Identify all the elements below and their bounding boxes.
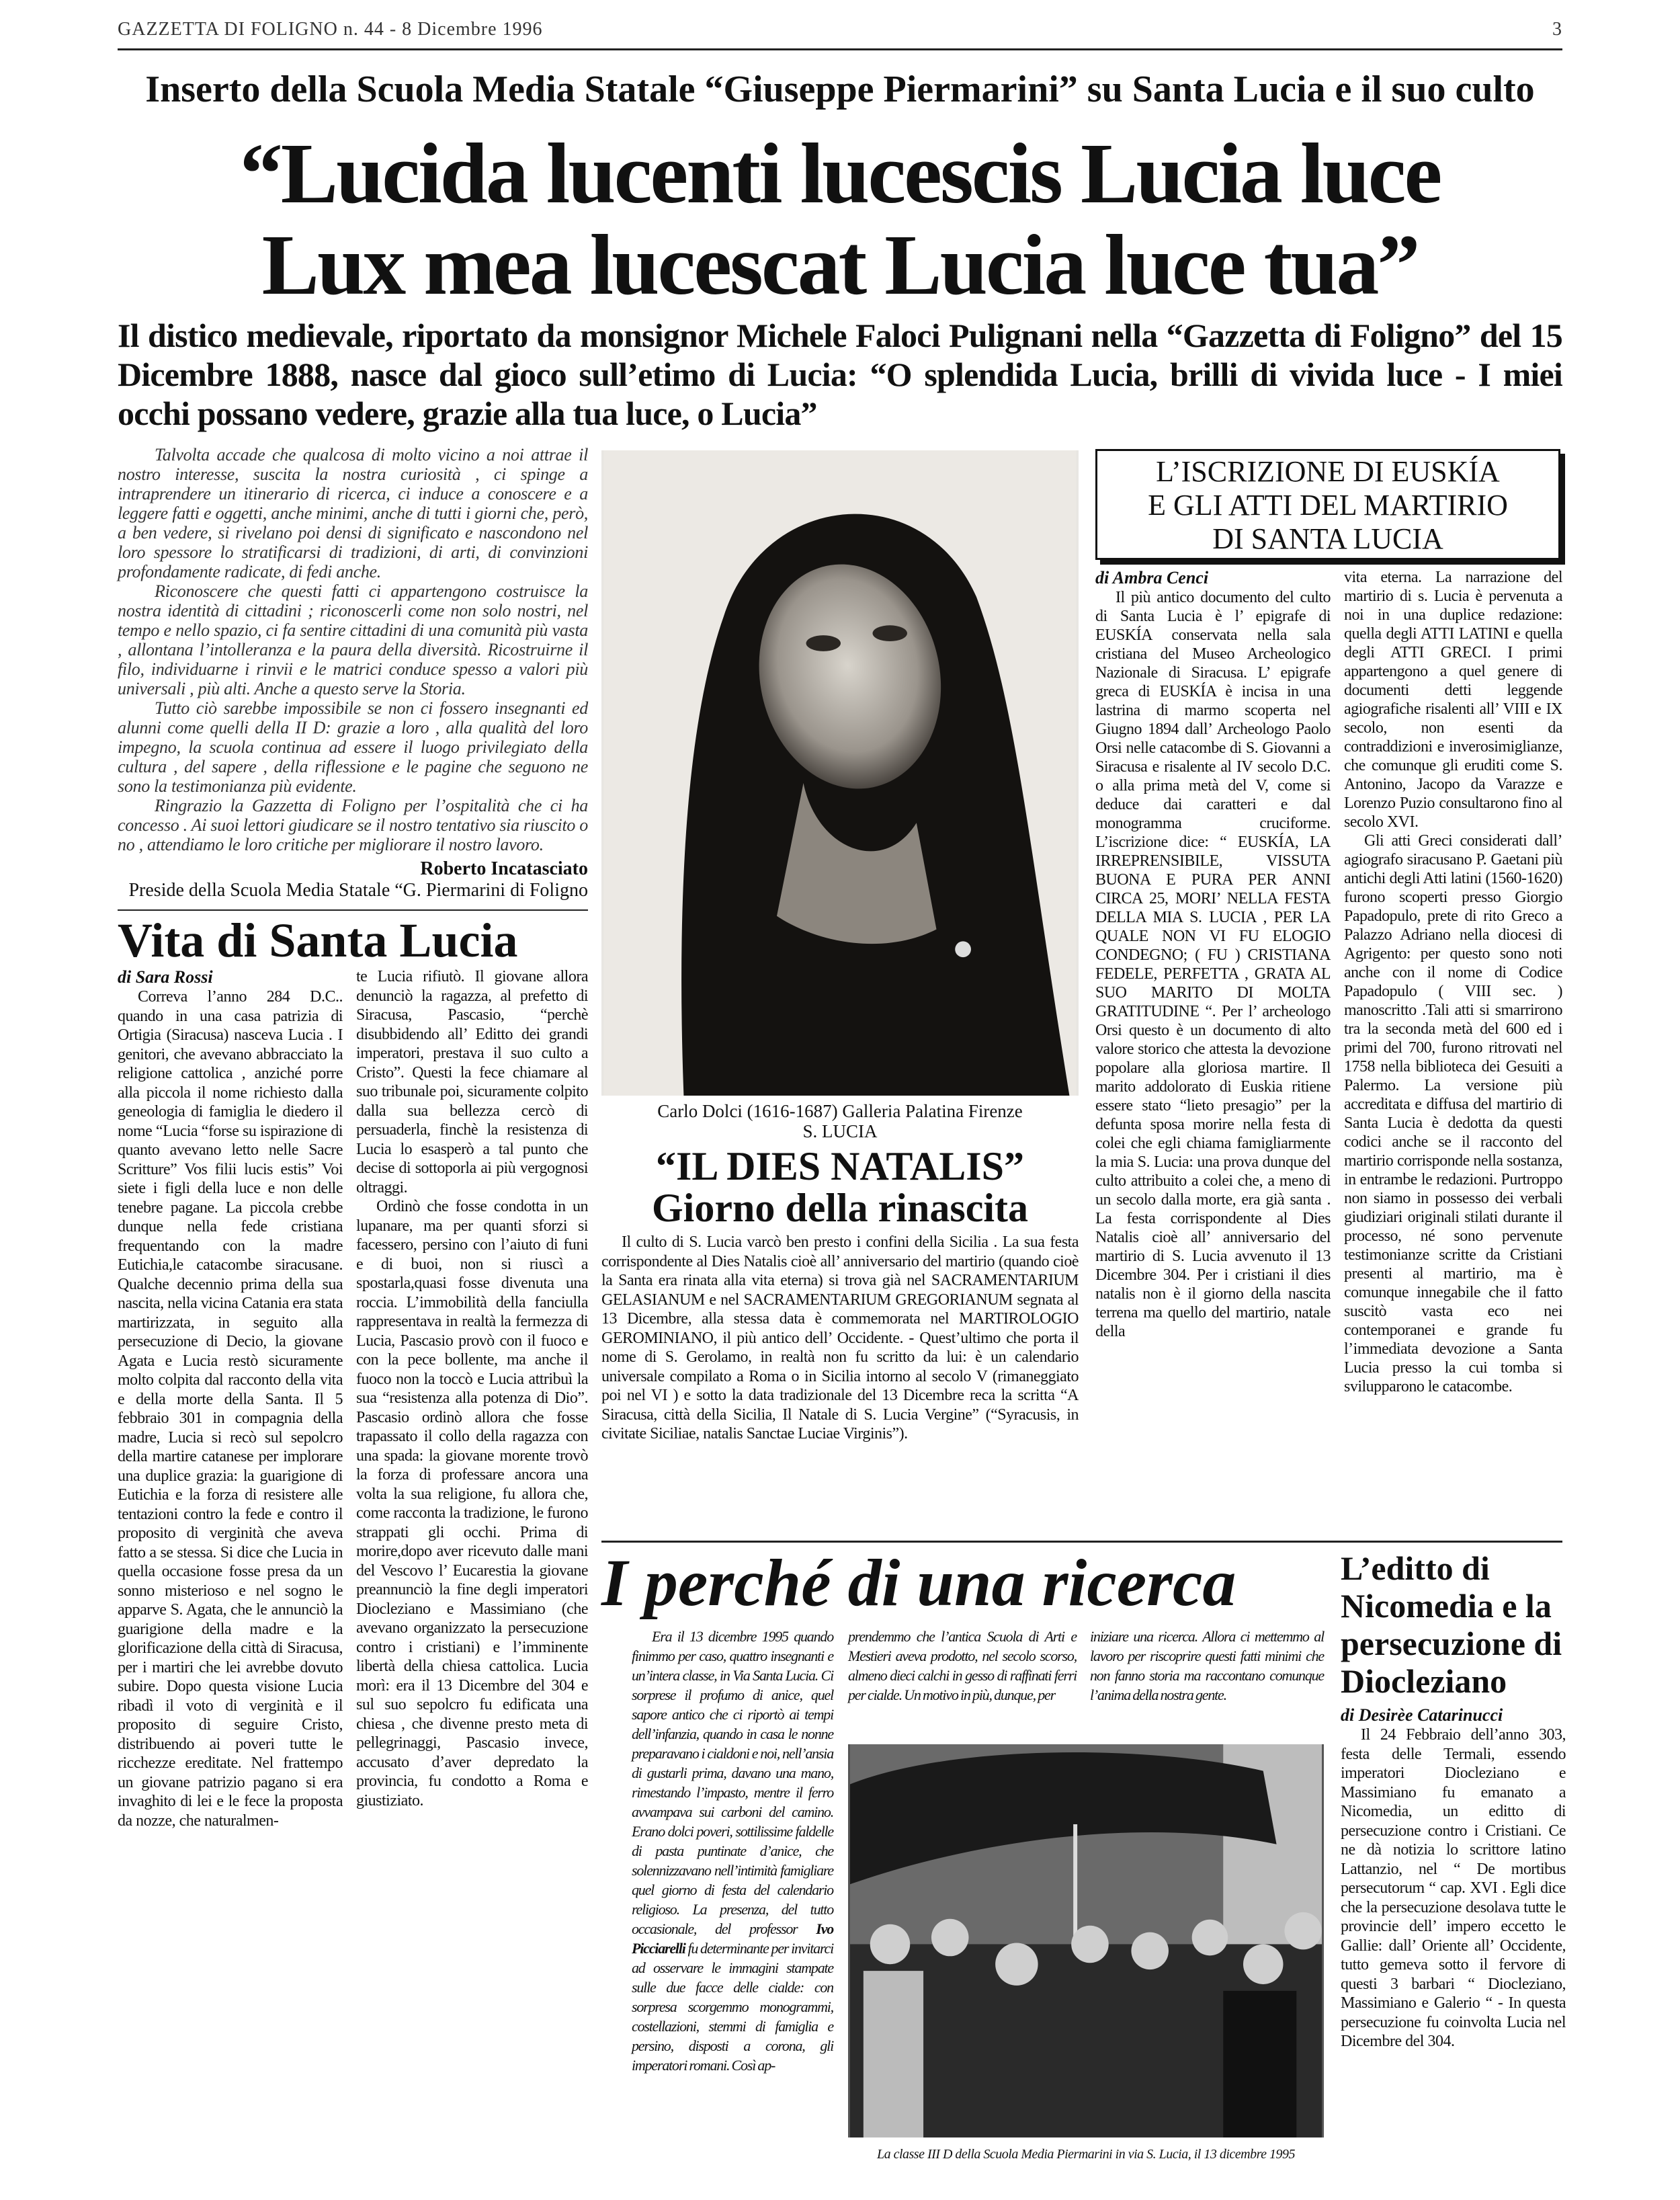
editto-title: L’editto di Nicomedia e la persecuzione di Diocleziano (1341, 1549, 1562, 1700)
class-photo-image (848, 1744, 1324, 2137)
ricerca-title: I perché di una ricerca (601, 1545, 1236, 1620)
euskia-title-box (1095, 449, 1560, 560)
vita-paragraph: Correva l’anno 284 D.C.. quando in una casa patrizia di Ortigia (Siracusa) nasceva Lucia . I genitori, che avevano abbracciato la religione cattolica , anziché porre alla piccola il nome richiesto dalla geneologia di famiglia le diedero il nome “Lucia “forse su ispirazione di quanto avevano letto nelle Sacre Scritture” Vos filii lucis estis” Voi siete i figli della luce e non delle tenebre pagane. La piccola crebbe dunque nella fede cristiana frequentando con la madre Eutichia,le catacombe siracusane. Qualche decennio prima della sua nascita, nella vicina Catania era stata martirizzata, in seguito alla persecuzione di Decio, la giovane Agata e Lucia restò sicuramente molto colpita dal racconto della vita e della morte della Santa. Il 5 febbraio 301 in compagnia della madre, Lucia si recò sul sepolcro della martire catanese per implorare una duplice grazia: la guarigione di Eutichia e la forza di resistere alle tentazioni contro la fede e contro il proposito di verginità che aveva fatto a se stessa. Si dice che Lucia in quella occasione fosse presa da un sonno misterioso e nel sogno le apparve S. Agata, che le annunciò la guarigione della madre e la glorificazione della città di Siracusa, per i martiri che lei avrebbe dovuto subire. Dopo questa visione Lucia ribadì il voto di verginità e il proposito di seguire Cristo, distribuendo ai poveri tutte le ricchezze ereditate. Nel frattempo un giovane patrizio pagano si era invaghito di lei e le fece la proposta da nozze, che naturalmen- (118, 988, 343, 1830)
divider (118, 909, 588, 911)
intro-paragraph: Ringrazio la Gazzetta di Foligno per l’ospitalità che ci ha concesso . Ai suoi lettori giudicare se il nostro tentativo sia riuscito o no , attendiamo le loro critiche per migliorare il nostro lavoro. (118, 796, 588, 854)
euskia-paragraph: Gli atti Greci considerati dall’ agiografo siracusano P. Gaetani più antichi degli Atti latini (1560-1620) furono scoperti presso Giorgio Papadopulo, prete di rito Greco a Palazzo Adriano nella diocesi di Agrigento: per questo sono noti anche con il nome di Codice Papadopulo ( VIII sec. ) manoscritto .Tali atti si smarrirono tra la seconda metà del 600 ed i primi del 700, furono ritrovati nel 1758 nella biblioteca dei Gesuiti a Palermo. La versione più accreditata e diffusa del martirio di Santa Lucia è dedotta da questi codici anche se il racconto del martirio corrisponde nella sostanza, in entrambe le redazioni. Purtroppo non siamo in possesso dei verbali giudiziari originali stilati durante il processo, né sono pervenute testimonianze scritte da Cristiani presenti al martirio, ma è comunque innegabile che il fatto suscitò vasta eco nei contemporanei e grande fu l’immediata devozione a Santa Lucia presso la cui tomba si svilupparono le catacombe. (1344, 832, 1562, 1395)
dies-natalis-title-line-2: Giorno della rinascita (652, 1186, 1028, 1230)
ricerca-text: iniziare una ricerca. Allora ci mettemmo al lavoro per riscoprire questi fatti minimi che non fanno storia ma raccontano comunque l’anima della nostra gente. (1090, 1628, 1324, 1703)
euskia-title-line-1: L’ISCRIZIONE DI EUSKÍA (1156, 455, 1500, 488)
ricerca-column-1 (632, 1627, 833, 2075)
euskia-title-line-3: DI SANTA LUCIA (1212, 522, 1443, 555)
masthead: GAZZETTA DI FOLIGNO n. 44 - 8 Dicembre 1996 (118, 19, 543, 40)
euskia-byline: di Ambra Cenci (1095, 568, 1209, 587)
ricerca-text: Era il 13 dicembre 1995 quando finimmo per caso, quattro insegnanti e un’intera classe, in Via Santa Lucia. Ci sorprese il profumo di anice, quel sapore antico che ci riportò ai tempi dell’infanzia, quando in casa le nonne preparavano i cialdoni e noi, nell’ansia di gustarli prima, davano una mano, rimestando l’impasto, mentre il ferro avvampava sui carboni del camino. Erano dolci poveri, sottilissime faldelle di pasta puntinate d’anice, che solennizzavano nell’intimità famigliare quel giorno di festa del calendario religioso. La presenza, del tutto occasionale, del professor (632, 1628, 833, 1937)
middle-column (601, 450, 1079, 1444)
euskia-column-2 (1344, 568, 1562, 1396)
intro-paragraph: Riconoscere che questi fatti ci appartengono costruisce la nostra identità di cittadini ; riconoscerli come non solo nostri, nel tempo e nello spazio, ci fa sentire cittadini di una comunità più vasta , allontana l’intolleranza e la paura della diversità. Ricostruirne il filo, individuarne i rinvii e le matrici conduce spesso a valori più universali , più alti. Anche a questo serve la Storia. (118, 581, 588, 698)
dies-natalis-paragraph: Il culto di S. Lucia varcò ben presto i confini della Sicilia . La sua festa corrispondente al Dies Natalis cioè all’ anniversario del martirio (quando cioè la Santa era rinata alla vita eterna) si trova già nel SACRAMENTARIUM GELASIANUM e nel SACRAMENTARIUM GREGORIANUM segnata al 13 Dicembre, alla stessa data è commemorata nel MARTIROLOGIO GEROMINIANO, il più antico dell’ Occidente. - Quest’ultimo che porta il nome di S. Gerolamo, in realtà non fu scritto da lui: è un calendario universale compilato a Roma o in Sicilia intorno al secolo V (rimaneggiato poi nel VI ) e sotto la data tradizionale del 13 Dicembre reca la scritta “A Siracusa, città della Sicilia, Il Natale di S. Lucia Vergine” (“Syracusis, in civitate Siciliae, natalis Sanctae Luciae Virginis”). (601, 1233, 1079, 1442)
euskia-paragraph: vita eterna. La narrazione del martirio di s. Lucia è pervenuta a noi in una duplice redazione: quella degli ATTI LATINI e quella degli ATTI GRECI. I primi appartengono a quel genere di documenti detti leggende agiografiche risalenti all’ VIII e IX secolo, non esenti da contraddizioni e inverosimiglianze, che comunque gli eruditi come S. Antonino, Jacopo da Varazze e Lorenzo Puzio consultarono fino al secolo XVI. (1344, 569, 1562, 831)
vita-paragraph: te Lucia rifiutò. Il giovane allora denunciò la ragazza, al prefetto di Siracusa, Pascasio, “perchè disubbidendo all’ Editto dei grandi imperatori, prestava il suo culto a Cristo”. Questi la fece chiamare al suo tribunale poi, sicuramente colpito dalla sua bellezza cercò di persuaderla, finchè la resistenza di Lucia lo esasperò a tal punto che decise di sottoporla ai più vergognosi oltraggi. (356, 968, 588, 1196)
headline-line-1: “Lucida lucenti lucescis Lucia luce (239, 126, 1441, 221)
headline (114, 128, 1566, 311)
editto-body (1341, 1725, 1566, 2051)
left-column (118, 445, 588, 1830)
dies-natalis-title-line-1: “IL DIES NATALIS” (656, 1144, 1024, 1188)
saint-lucia-painting (601, 450, 1079, 1096)
editto-column (1341, 1549, 1566, 2051)
dies-natalis-body (601, 1233, 1079, 1444)
ricerca-professor-name: Ivo Picciarelli (632, 1920, 833, 1957)
editto-byline: di Desirèe Catarinucci (1341, 1705, 1503, 1725)
vita-columns (118, 967, 588, 1830)
class-photo (848, 1744, 1324, 2137)
class-photo-caption: La classe III D della Scuola Media Piermarini in via S. Lucia, il 13 dicembre 1995 (876, 2147, 1296, 2162)
euskia-paragraph: Il più antico documento del culto di Santa Lucia è l’ epigrafe di EUSKÍA conservata nella sala cristiana del Museo Archeologico Nazionale di Siracusa. L’ epigrafe greca di EUSKÍA è incisa in una lastrina di marmo scoperta nel Giugno 1894 dall’ Archeologo Paolo Orsi nelle catacombe di S. Giovanni a Siracusa e risalente al IV secolo D.C. o alla prima metà del V, come si deduce dai caratteri e dal monogramma cruciforme. L’iscrizione dice: “ EUSKÍA, LA IRREPRENSIBILE, VISSUTA BUONA E PURA PER ANNI CIRCA 25, MORI’ NELLA FESTA DELLA MIA S. LUCIA , PER LA QUALE NON VI FU ELOGIO CONDEGNO; ( FU ) CRISTIANA FEDELE, PERFETTA , GRATA AL SUO MARITO DI MOLTA GRATITUDINE “. Per l’ archeologo Orsi questo è un documento di alto valore storico che attesta la devozione popolare alla gloriosa martire. Il marito addolorato di Euskia ritiene essere stato “lieto presagio” per la defunta sposa morire nella festa di colei che egli chiama famigliarmente la mia S. Lucia: una prova dunque del culto attribuito a colei che, a meno di un secolo dalla morte, era già santa . La festa corrispondente al Dies Natalis cioè all’ anniversario del martirio di S. Lucia avvenuto il 13 Dicembre 304. Per i cristiani il dies natalis non è il giorno della nascita terrena ma quello del martirio, natale della (1095, 589, 1331, 1340)
euskia-columns (1095, 568, 1562, 1396)
subhead: Il distico medievale, riportato da monsignor Michele Faloci Pulignani nella “Gazzetta di Foligno” del 15 Dicembre 1888, nasce dal gioco sull’etimo di Lucia: “O splendida Lucia, brilli di vivida luce - I miei occhi possano vedere, grazie alla tua luce, o Lucia” (118, 317, 1562, 432)
vita-paragraph: Ordinò che fosse condotta in un lupanare, ma per quanti sforzi si facessero, persino con l’aiuto di funi e di buoi, non si riuscì a spostarla,quasi fosse divenuta una roccia. L’immobilità della fanciulla rappresentava in realtà la fermezza di Lucia, Pascasio provò con il fuoco e con la pece bollente, ma anche il fuoco non la toccò e Lucia attribuì la sua “resistenza alla potenza di Dio”. Pascasio ordinò allora che fosse trapassato il collo della ragazza con una spada: la giovane morente trovò la forza di professare ancora una volta la sua religione, fu allora che, come racconta la tradizione, le furono strappati gli occhi. Prima di morire,dopo aver ricevuto dalle mani del Vescovo l’ Eucarestia la giovane preannunciò la fine degli imperatori Diocleziano e Massimiano (che avevano organizzato la persecuzione contro i cristiani) e l’imminente libertà della chiesa cattolica. Lucia morì: era il 13 Dicembre del 304 e sul suo sepolcro fu edificata una chiesa , che divenne presto meta di pellegrinaggi, Pascasio invece, accusato d’aver depredato la provincia, fu condotto a Roma e giustiziato. (356, 1198, 588, 1809)
page-number: 3 (1552, 19, 1562, 40)
kicker: Inserto della Scuola Media Statale “Giuseppe Piermarini” su Santa Lucia e il suo culto (145, 69, 1535, 110)
ricerca-column-2 (848, 1627, 1077, 1705)
portrait-caption-line-2: S. LUCIA (802, 1121, 878, 1141)
euskia-title-line-2: E GLI ATTI DEL MARTIRIO (1148, 489, 1508, 522)
portrait-caption (601, 1101, 1079, 1141)
ricerca-text: fu determinante per invitarci ad osservare le immagini stampate sulle due facce delle cialde: con sorpresa scorgemmo monogrammi, costellazioni, stemmi di famiglia e persino, disposti a corona, gli imperatori romani. Così ap- (632, 1940, 833, 2074)
headline-line-2: Lux mea lucescat Lucia luce tua” (261, 217, 1419, 313)
intro-paragraph: Tutto ciò sarebbe impossibile se non ci fossero insegnanti ed alunni come quelli della II D: grazie a loro , alla qualità del loro impegno, la scuola continua ad essere il luogo privilegiato della cultura , del sapere , della riflessione e le pagine che seguono ne sono la testimonianza più evidente. (118, 698, 588, 796)
header-rule (118, 48, 1562, 50)
vita-title: Vita di Santa Lucia (118, 913, 518, 967)
divider (601, 1541, 1562, 1543)
vita-column-2 (356, 967, 588, 1830)
portrait-caption-line-1: Carlo Dolci (1616-1687) Galleria Palatina Firenze (657, 1101, 1023, 1121)
intro-author: Roberto Incatasciato (420, 858, 588, 879)
intro-text (118, 445, 588, 854)
right-column (1095, 449, 1562, 1396)
dies-natalis-title (601, 1145, 1079, 1229)
intro-author-role: Preside della Scuola Media Statale “G. Piermarini di Foligno (128, 880, 588, 901)
ricerca-text: prendemmo che l’antica Scuola di Arti e Mestieri aveva prodotto, nel secolo scorso, almeno dieci calchi in gesso di raffinati ferri per cialde. Un motivo in più, dunque, per (848, 1628, 1077, 1703)
portrait-image (601, 450, 1079, 1096)
intro-paragraph: Talvolta accade che qualcosa di molto vicino a noi attrae il nostro interesse, suscita la nostra curiosità , ci spinge a intraprendere un itinerario di ricerca, ci induce a conoscere e a leggere fatti e oggetti, anche minimi, anche di tutti i giorni che, però, a ben vedere, si rivelano poi densi di significato e nascondono nel loro spessore lo stratificarsi di tradizioni, di arti, di convinzioni profondamente radicate, di fedi anche. (118, 445, 588, 581)
vita-column-1 (118, 967, 343, 1830)
editto-paragraph: Il 24 Febbraio dell’anno 303, festa delle Termali, essendo imperatori Diocleziano e Massimiano fu emanato a Nicomedia, un editto di persecuzione contro i Cristiani. Ce ne dà notizia lo scrittore latino Lattanzio, nel “ De mortibus persecutorum “ cap. XVI . Egli dice che la persecuzione desolava tutte le provincie dell’ impero eccetto le Gallie: dall’ Oriente all’ Occidente, tutto gemeva sotto il fervore di questi 3 barbari “ Diocleziano, Massimiano e Galerio “ - In questa persecuzione fu coinvolta Lucia nel Dicembre del 304. (1341, 1726, 1566, 2050)
euskia-column-1 (1095, 568, 1331, 1396)
ricerca-column-3 (1090, 1627, 1324, 1705)
vita-byline: di Sara Rossi (118, 967, 213, 987)
